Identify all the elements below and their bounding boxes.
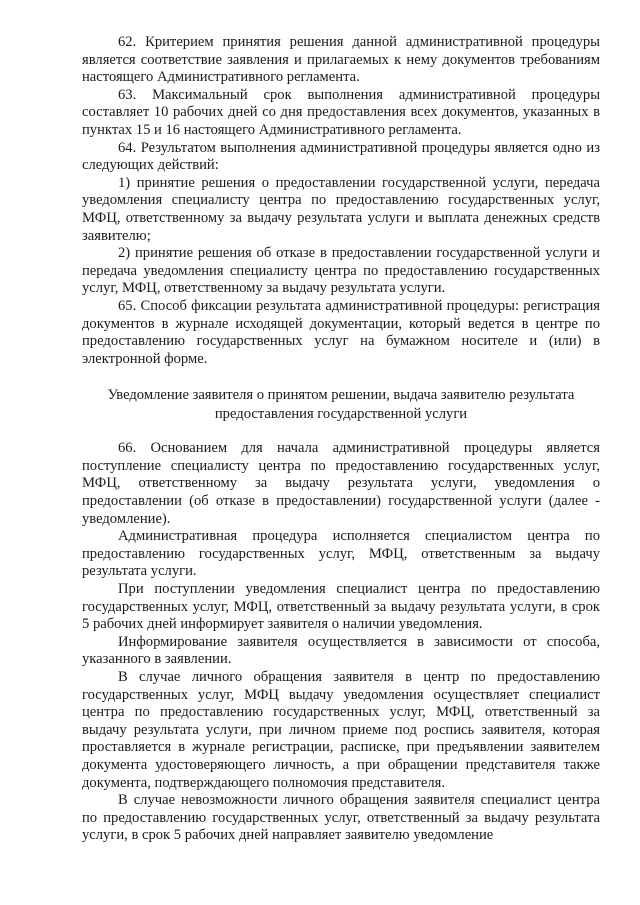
- list-item-1: 1) принятие решения о предоставлении государственной услуги, передача уведомления специалисту центра по предоставлению государственных услуг, МФЦ, ответственному за выдачу результата услуги и выплата денежных средств заявителю;: [82, 174, 600, 244]
- document-page: [82, 34, 600, 845]
- paragraph-64: 64. Результатом выполнения административной процедуры является одно из следующих действий:: [82, 139, 600, 174]
- list-item-2: 2) принятие решения об отказе в предоставлении государственной услуги и передача уведомления специалисту центра по предоставлению государственных услуг, МФЦ, ответственному за выдачу результата услуги.: [82, 245, 600, 297]
- paragraph-62: 62. Критерием принятия решения данной административной процедуры является соответствие заявления и прилагаемых к нему документов требованиям настоящего Административного регламента.: [82, 34, 600, 86]
- paragraph-notification-receipt: При поступлении уведомления специалист центра по предоставлению государственных услуг, МФЦ, ответственный за выдачу результата услуги, в срок 5 рабочих дней информирует заявителя о наличии уведомления.: [82, 581, 600, 633]
- section-heading: [82, 386, 600, 424]
- paragraph-65: 65. Способ фиксации результата административной процедуры: регистрация документов в журнале исходящей документации, который ведется в центре по предоставлению государственных услуг на бумажном носителе и (или) в электронной форме.: [82, 297, 600, 367]
- paragraph-63: 63. Максимальный срок выполнения административной процедуры составляет 10 рабочих дней со дня предоставления всех документов, указанных в пунктах 15 и 16 настоящего Административного регламента.: [82, 86, 600, 138]
- paragraph-personal-visit: В случае личного обращения заявителя в центр по предоставлению государственных услуг, МФЦ выдачу уведомления осуществляет специалист центра по предоставлению государственных услуг, МФЦ, ответственный за выдачу результата услуги, при личном приеме под роспись заявителя, которая проставляется в журнале регистрации, расписке, при предъявлении заявителем документа удостоверяющего личность, а при обращении представителя также документа, подтверждающего полномочия представителя.: [82, 669, 600, 791]
- paragraph-no-personal-visit: В случае невозможности личного обращения заявителя специалист центра по предоставлению государственных услуг, ответственный за выдачу результата услуги, в срок 5 рабочих дней направляет заявителю уведомление: [82, 792, 600, 844]
- section-heading-line2: предоставления государственной услуги: [214, 406, 468, 423]
- section-heading-line1: Уведомление заявителя о принятом решении, выдача заявителю результата: [107, 387, 575, 404]
- paragraph-informing-method: Информирование заявителя осуществляется в зависимости от способа, указанного в заявлении.: [82, 633, 600, 668]
- paragraph-procedure-executor: Административная процедура исполняется специалистом центра по предоставлению государственных услуг, МФЦ, ответственным за выдачу результата услуги.: [82, 528, 600, 580]
- paragraph-66: 66. Основанием для начала административной процедуры является поступление специалисту центра по предоставлению государственных услуг, МФЦ, ответственному за выдачу результата услуги, уведомления о предоставлении (об отказе в предоставлении) государственной услуги (далее - уведомление).: [82, 440, 600, 527]
